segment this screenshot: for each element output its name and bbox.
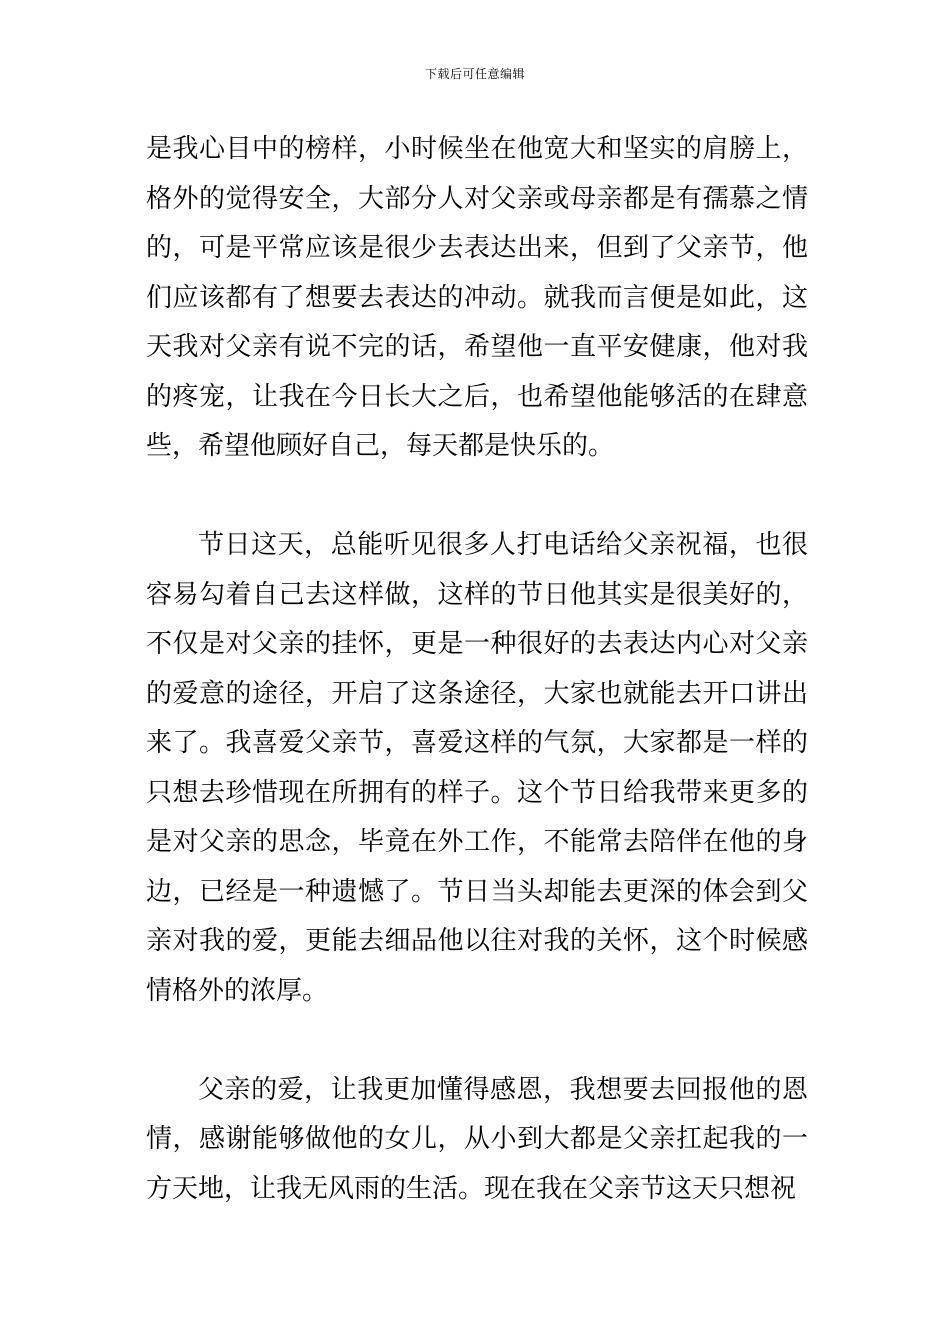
- paragraph-3: 父亲的爱，让我更加懂得感恩，我想要去回报他的恩情，感谢能够做他的女儿，从小到大都是父亲扛起我的一方天地，让我无风雨的生活。现在我在父亲节这天只想祝: [146, 1074, 808, 1204]
- document-body: [146, 125, 808, 1214]
- paragraph-2: 节日这天，总能听见很多人打电话给父亲祝福，也很容易勾着自己去这样做，这样的节日他其实是很美好的，不仅是对父亲的挂怀，更是一种很好的去表达内心对父亲的爱意的途径，开启了这条途径，大家也就能去开口讲出来了。我喜爱父亲节，喜爱这样的气氛，大家都是一样的只想去珍惜现在所拥有的样子。这个节日给我带来更多的是对父亲的思念，毕竟在外工作，不能常去陪伴在他的身边，已经是一种遗憾了。节日当头却能去更深的体会到父亲对我的爱，更能去细品他以往对我的关怀，这个时候感情格外的浓厚。: [146, 530, 808, 1006]
- paragraph-1: 是我心目中的榜样，小时候坐在他宽大和坚实的肩膀上，格外的觉得安全，大部分人对父亲或母亲都是有孺慕之情的，可是平常应该是很少去表达出来，但到了父亲节，他们应该都有了想要去表达的冲动。就我而言便是如此，这天我对父亲有说不完的话，希望他一直平安健康，他对我的疼宠，让我在今日长大之后，也希望他能够活的在肆意些，希望他顾好自己，每天都是快乐的。: [146, 134, 808, 461]
- page-header-note: 下载后可任意编辑: [424, 67, 525, 81]
